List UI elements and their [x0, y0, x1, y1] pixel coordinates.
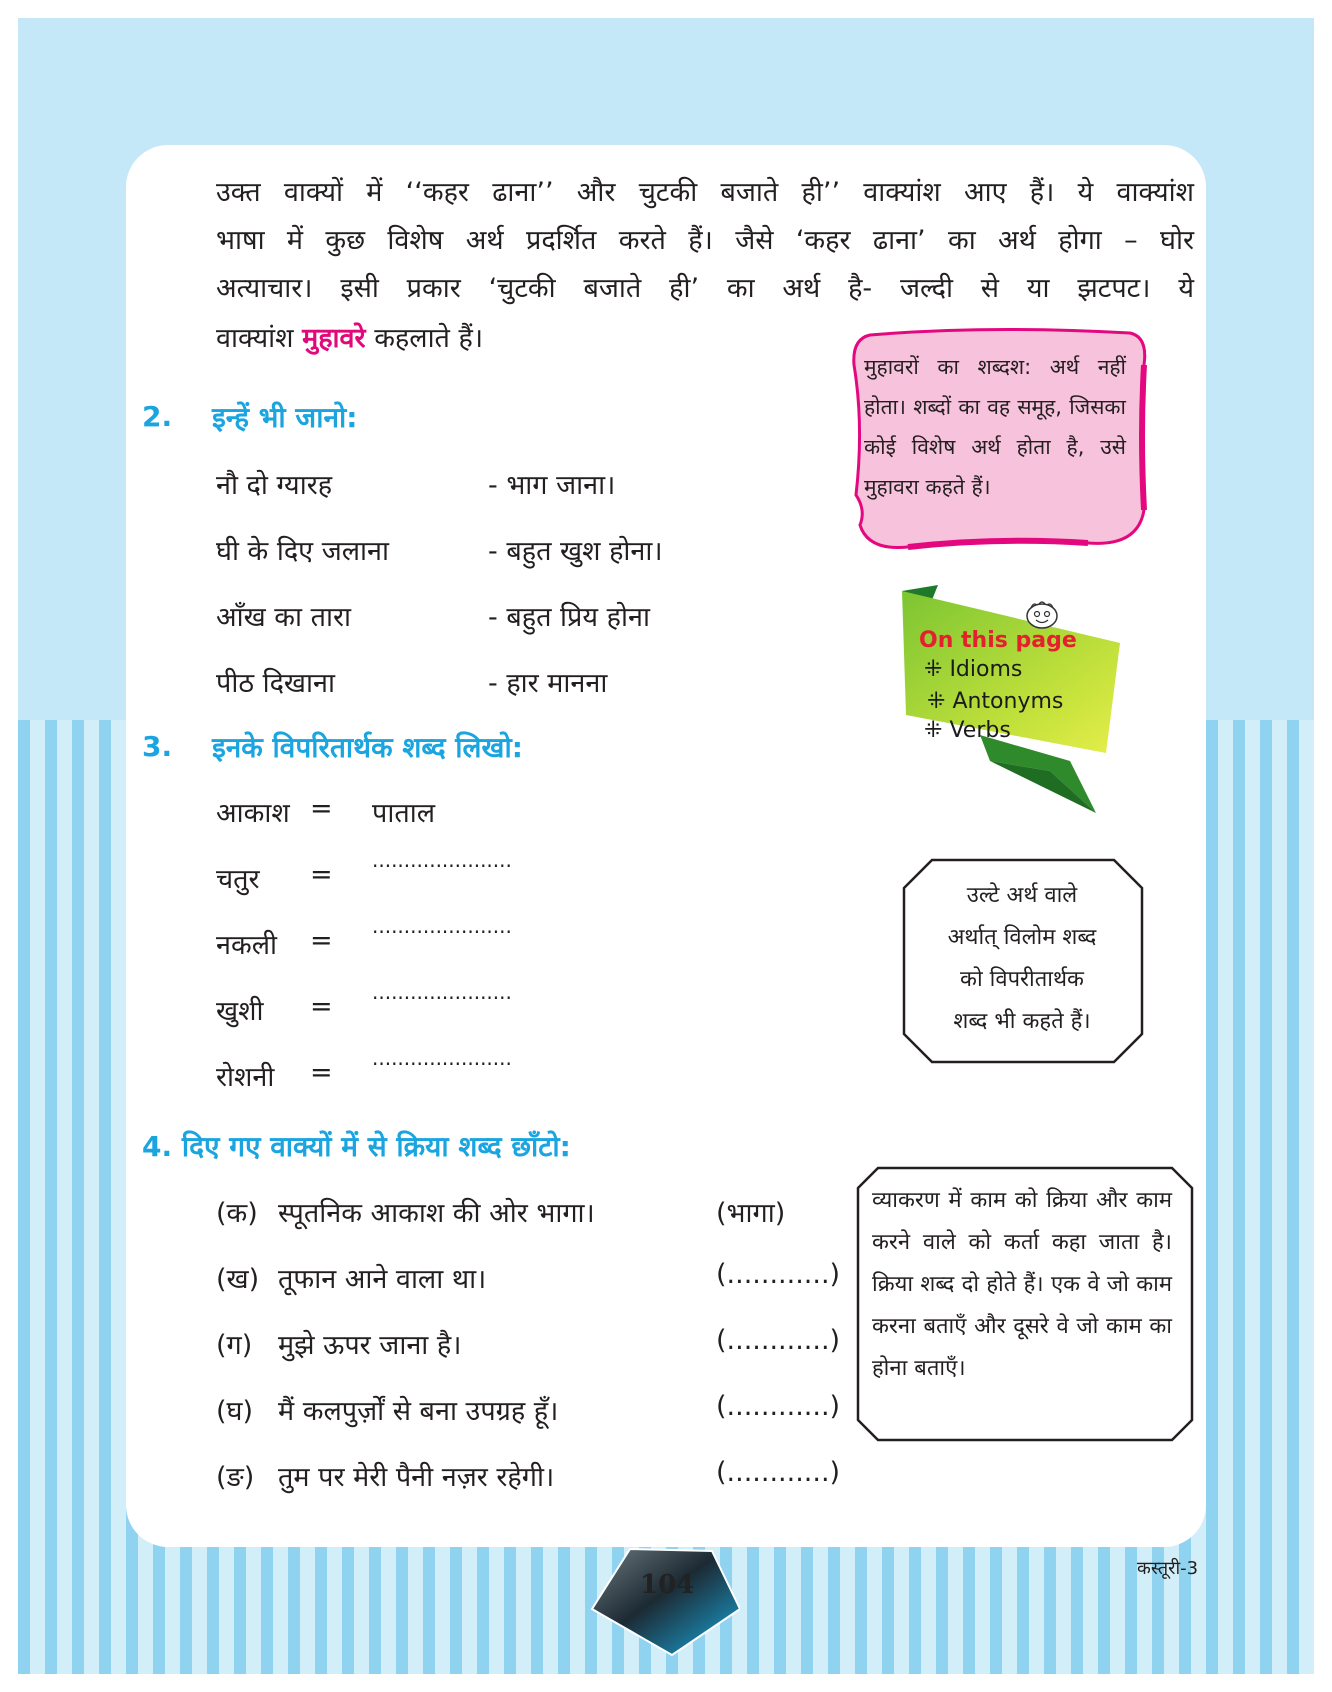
antonym-word-3: नकली — [216, 930, 278, 961]
verb-label-1: (क) — [216, 1198, 258, 1229]
on-this-page-item-3 — [924, 718, 1011, 743]
section-3-title: इनके विपरितार्थक शब्द लिखो: — [212, 731, 523, 764]
antonym-eq-5: = — [310, 1057, 333, 1088]
verb-label-4: (घ) — [216, 1396, 254, 1427]
item-verbs: Verbs — [949, 718, 1011, 743]
section-2-number: 2. — [142, 400, 173, 433]
on-this-page-item-2 — [927, 689, 1063, 714]
verb-answer-3: (............) — [716, 1325, 841, 1356]
idiom-2: घी के दिए जलाना — [216, 536, 390, 567]
bullet-icon: ⁜ — [927, 689, 946, 714]
on-this-page-item-1 — [924, 657, 1022, 682]
verb-label-3: (ग) — [216, 1330, 253, 1361]
item-antonyms: Antonyms — [952, 689, 1064, 714]
idiom-3-meaning: - बहुत प्रिय होना — [488, 602, 650, 633]
antonym-blank-4: ...................... — [372, 980, 512, 1004]
idiom-1-meaning: - भाग जाना। — [488, 470, 616, 501]
antonym-note-line-2: अर्थात् विलोम शब्द — [947, 925, 1097, 950]
idiom-4-meaning: - हार मानना — [488, 668, 608, 699]
verb-label-2: (ख) — [216, 1264, 260, 1295]
antonym-word-2: चतुर — [216, 864, 260, 895]
intro-line-3: अत्याचार। इसी प्रकार ‘चुटकी बजाते ही’ का अर्थ है- जल्दी से या झटपट। ये — [216, 273, 1194, 304]
verb-answer-5: (............) — [716, 1457, 841, 1488]
antonym-word-5: रोशनी — [216, 1062, 275, 1093]
book-name: कस्तूरी-3 — [1137, 1558, 1199, 1579]
antonym-eq-3: = — [310, 925, 333, 956]
antonym-blank-3: ...................... — [372, 914, 512, 938]
antonym-note-line-3: को विपरीतार्थक — [960, 967, 1084, 992]
intro-line-4-post: कहलाते हैं। — [374, 323, 484, 354]
section-4-title: 4. दिए गए वाक्यों में से क्रिया शब्द छाँटो: — [142, 1130, 571, 1163]
idiom-note-box — [848, 325, 1148, 555]
section-3-number: 3. — [142, 730, 173, 763]
idiom-4: पीठ दिखाना — [216, 668, 335, 699]
antonym-eq-1: = — [310, 793, 333, 824]
antonym-note-line-1: उल्टे अर्थ वाले — [966, 883, 1078, 908]
intro-line-4-pre: वाक्यांश — [216, 323, 294, 354]
verb-sentence-3: मुझे ऊपर जाना है। — [278, 1330, 462, 1361]
section-2-title: इन्हें भी जानो: — [212, 401, 358, 434]
antonym-blank-2: ...................... — [372, 848, 512, 872]
page-number: 104 — [640, 1570, 695, 1600]
verb-sentence-5: तुम पर मेरी पैनी नज़र रहेगी। — [278, 1462, 555, 1493]
antonym-answer-1: पाताल — [372, 798, 436, 829]
bullet-icon: ⁜ — [924, 718, 943, 743]
smiley-icon — [1025, 600, 1059, 630]
verb-sentence-2: तूफान आने वाला था। — [278, 1264, 487, 1295]
antonym-note-text — [908, 875, 1136, 1043]
antonym-eq-4: = — [310, 991, 333, 1022]
page-number-badge — [590, 1547, 740, 1657]
idiom-1: नौ दो ग्यारह — [216, 470, 333, 501]
antonym-blank-5: ...................... — [372, 1046, 512, 1070]
highlight-word: मुहावरे — [302, 323, 366, 354]
antonym-word-1: आकाश — [216, 798, 290, 829]
verb-sentence-4: मैं कलपुर्ज़ों से बना उपग्रह हूँ। — [278, 1396, 559, 1427]
idiom-2-meaning: - बहुत खुश होना। — [488, 536, 663, 567]
idiom-note-text: मुहावरों का शब्दश: अर्थ नहीं होता। शब्दों का वह समूह, जिसका कोई विशेष अर्थ होता है, उसे मुहावरा कहते हैं। — [864, 355, 1126, 499]
bullet-icon: ⁜ — [924, 657, 943, 682]
verb-answer-1: (भागा) — [716, 1198, 786, 1229]
idiom-3: आँख का तारा — [216, 602, 351, 633]
intro-line-2: भाषा में कुछ विशेष अर्थ प्रदर्शित करते हैं। जैसे ‘कहर ढाना’ का अर्थ होगा – घोर — [216, 225, 1194, 256]
verb-label-5: (ङ) — [216, 1462, 255, 1493]
antonym-word-4: खुशी — [216, 996, 264, 1027]
item-idioms: Idioms — [949, 657, 1023, 682]
on-this-page-title: On this page — [919, 628, 1077, 653]
intro-line-4 — [216, 318, 483, 355]
verb-answer-2: (............) — [716, 1259, 841, 1290]
verb-sentence-1: स्पूतनिक आकाश की ओर भागा। — [278, 1198, 595, 1229]
intro-line-1: उक्त वाक्यों में ‘‘कहर ढाना’’ और चुटकी बजाते ही’’ वाक्यांश आए हैं। ये वाक्यांश — [216, 177, 1194, 208]
antonym-eq-2: = — [310, 859, 333, 890]
verb-note-text: व्याकरण में काम को क्रिया और काम करने वाले को कर्ता कहा जाता है। क्रिया शब्द दो होते हैं। एक वे जो काम करना बताएँ और दूसरे वे जो काम का होना बताएँ। — [872, 1188, 1172, 1381]
antonym-note-line-4: शब्द भी कहते हैं। — [953, 1009, 1091, 1034]
verb-answer-4: (............) — [716, 1391, 841, 1422]
